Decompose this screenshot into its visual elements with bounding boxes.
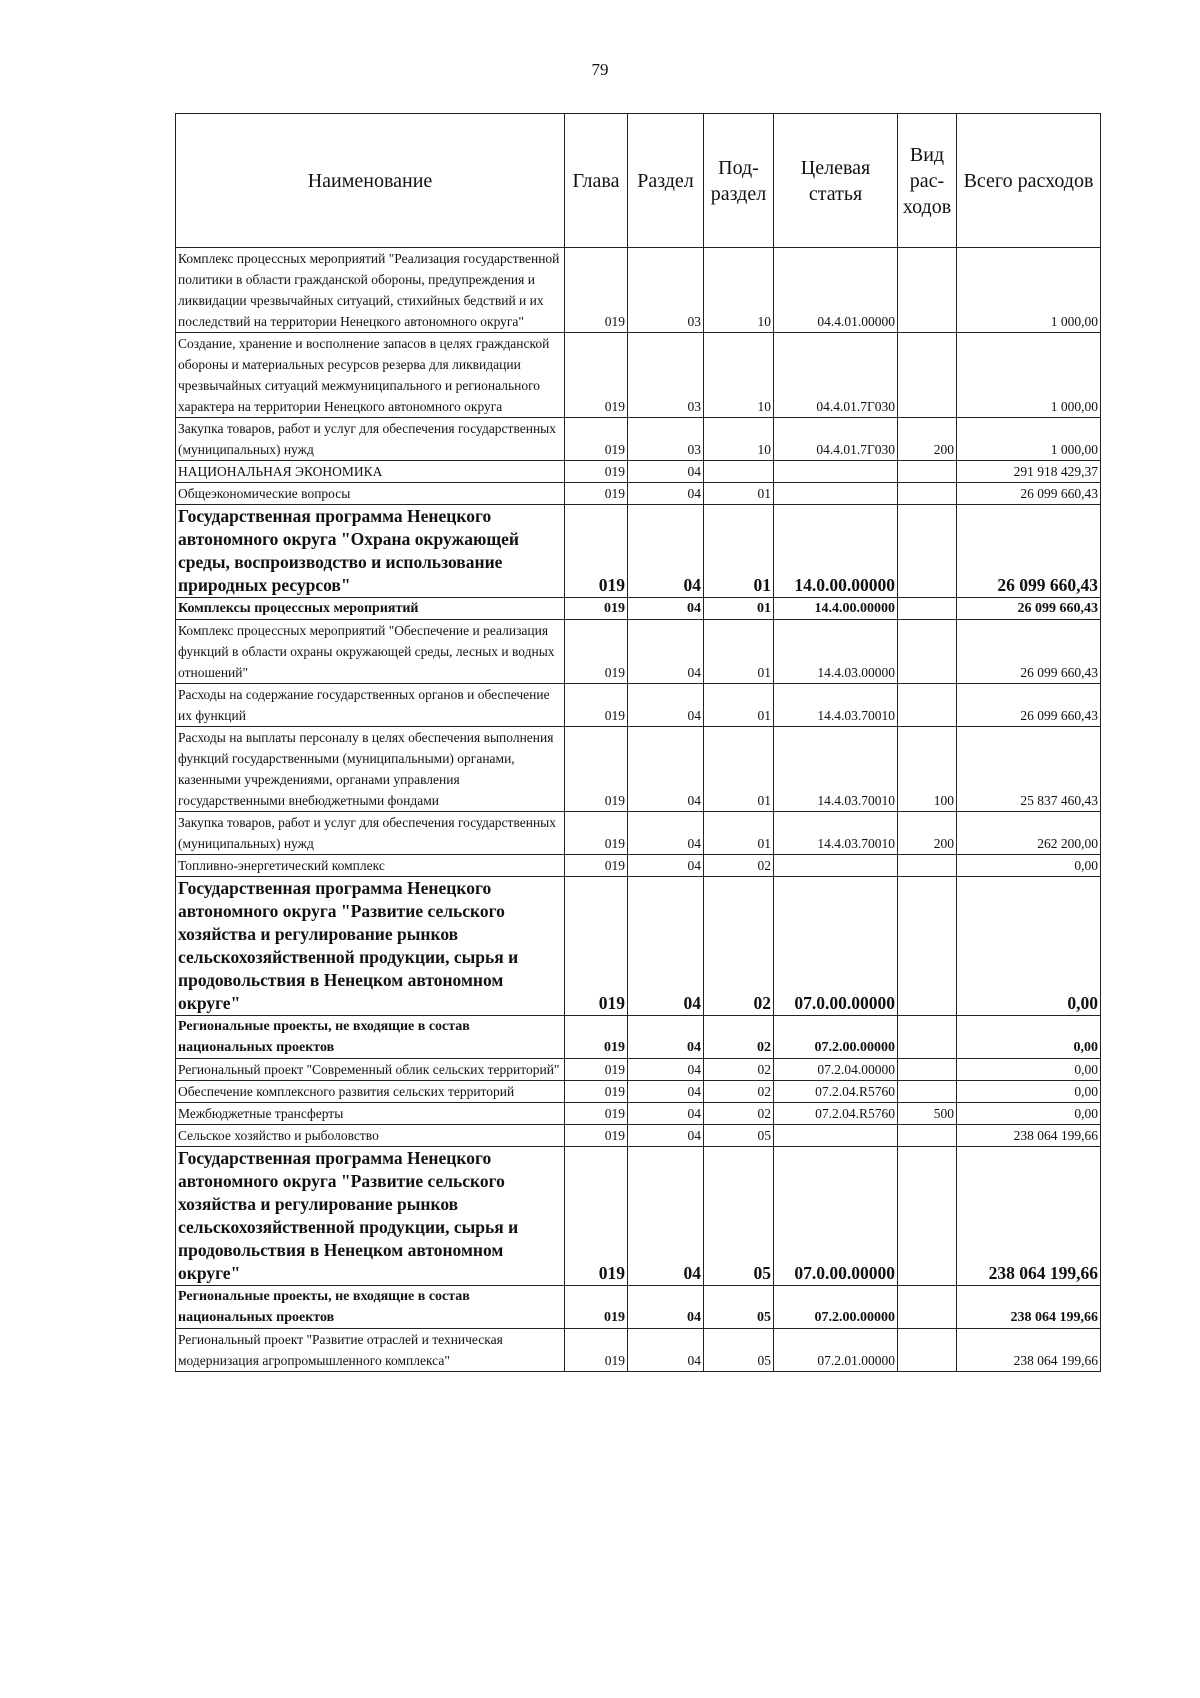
- cell-tselevaya-statya: 07.0.00.00000: [774, 1147, 898, 1286]
- table-row: [176, 1081, 1101, 1103]
- cell-name: Создание, хранение и восполнение запасов в целях гражданской обороны и материальных ресурсов резерва для ликвидации чрезвычайных ситуаций межмуниципального и регионального характера на территории Ненецкого автономного округа: [176, 333, 565, 418]
- cell-podrazdel: 10: [704, 418, 774, 461]
- cell-name: НАЦИОНАЛЬНАЯ ЭКОНОМИКА: [176, 461, 565, 483]
- cell-total: 238 064 199,66: [957, 1125, 1101, 1147]
- table-row: [176, 1286, 1101, 1329]
- cell-razdel: 04: [628, 727, 704, 812]
- cell-vid-raskhodov: [898, 598, 957, 620]
- cell-total: 26 099 660,43: [957, 684, 1101, 727]
- cell-glava: 019: [565, 877, 628, 1016]
- table-row: [176, 877, 1101, 1016]
- cell-podrazdel: 02: [704, 855, 774, 877]
- table-row: [176, 418, 1101, 461]
- cell-glava: 019: [565, 333, 628, 418]
- table-row: [176, 1016, 1101, 1059]
- cell-vid-raskhodov: [898, 855, 957, 877]
- cell-glava: 019: [565, 684, 628, 727]
- cell-glava: 019: [565, 1081, 628, 1103]
- cell-razdel: 04: [628, 505, 704, 598]
- cell-total: 25 837 460,43: [957, 727, 1101, 812]
- cell-vid-raskhodov: [898, 248, 957, 333]
- cell-razdel: 04: [628, 1125, 704, 1147]
- cell-razdel: 04: [628, 1059, 704, 1081]
- cell-podrazdel: 02: [704, 1059, 774, 1081]
- cell-name: Расходы на выплаты персоналу в целях обеспечения выполнения функций государственными (муниципальными) органами, казенными учреждениями, органами управления государственными внебюджетными фондами: [176, 727, 565, 812]
- cell-tselevaya-statya: [774, 1125, 898, 1147]
- cell-tselevaya-statya: 04.4.01.7Г030: [774, 333, 898, 418]
- cell-tselevaya-statya: 07.2.04.R5760: [774, 1103, 898, 1125]
- cell-podrazdel: 05: [704, 1125, 774, 1147]
- cell-tselevaya-statya: 07.2.00.00000: [774, 1016, 898, 1059]
- cell-vid-raskhodov: 200: [898, 418, 957, 461]
- cell-total: 238 064 199,66: [957, 1286, 1101, 1329]
- cell-vid-raskhodov: [898, 1147, 957, 1286]
- cell-tselevaya-statya: 07.2.04.00000: [774, 1059, 898, 1081]
- cell-total: 1 000,00: [957, 418, 1101, 461]
- cell-glava: 019: [565, 418, 628, 461]
- cell-podrazdel: [704, 461, 774, 483]
- cell-glava: 019: [565, 1016, 628, 1059]
- cell-total: 1 000,00: [957, 248, 1101, 333]
- table-header: [176, 114, 1101, 248]
- cell-podrazdel: 05: [704, 1329, 774, 1372]
- cell-tselevaya-statya: 07.2.00.00000: [774, 1286, 898, 1329]
- cell-total: 0,00: [957, 855, 1101, 877]
- cell-glava: 019: [565, 812, 628, 855]
- table-row: [176, 333, 1101, 418]
- table-row: [176, 483, 1101, 505]
- table-row: [176, 248, 1101, 333]
- cell-razdel: 04: [628, 1147, 704, 1286]
- cell-vid-raskhodov: [898, 620, 957, 684]
- cell-total: 1 000,00: [957, 333, 1101, 418]
- cell-name: Комплексы процессных мероприятий: [176, 598, 565, 620]
- cell-razdel: 04: [628, 598, 704, 620]
- cell-vid-raskhodov: [898, 877, 957, 1016]
- cell-total: 0,00: [957, 1081, 1101, 1103]
- cell-podrazdel: 01: [704, 505, 774, 598]
- cell-total: 0,00: [957, 1059, 1101, 1081]
- cell-podrazdel: 05: [704, 1286, 774, 1329]
- cell-vid-raskhodov: [898, 684, 957, 727]
- cell-tselevaya-statya: 14.4.03.70010: [774, 684, 898, 727]
- cell-name: Расходы на содержание государственных органов и обеспечение их функций: [176, 684, 565, 727]
- cell-glava: 019: [565, 1125, 628, 1147]
- cell-vid-raskhodov: [898, 1081, 957, 1103]
- table-row: [176, 1147, 1101, 1286]
- cell-podrazdel: 01: [704, 620, 774, 684]
- cell-razdel: 04: [628, 684, 704, 727]
- cell-tselevaya-statya: 07.2.04.R5760: [774, 1081, 898, 1103]
- cell-razdel: 04: [628, 483, 704, 505]
- cell-name: Государственная программа Ненецкого автономного округа "Развитие сельского хозяйства и регулирование рынков сельскохозяйственной продукции, сырья и продовольствия в Ненецком автономном округе": [176, 1147, 565, 1286]
- cell-name: Государственная программа Ненецкого автономного округа "Охрана окружающей среды, воспроизводство и использование природных ресурсов": [176, 505, 565, 598]
- cell-vid-raskhodov: [898, 1059, 957, 1081]
- cell-podrazdel: 02: [704, 1081, 774, 1103]
- cell-podrazdel: 01: [704, 483, 774, 505]
- cell-tselevaya-statya: 04.4.01.7Г030: [774, 418, 898, 461]
- cell-podrazdel: 02: [704, 1016, 774, 1059]
- cell-vid-raskhodov: [898, 1016, 957, 1059]
- table-row: [176, 812, 1101, 855]
- cell-vid-raskhodov: [898, 461, 957, 483]
- cell-glava: 019: [565, 1286, 628, 1329]
- cell-name: Обеспечение комплексного развития сельских территорий: [176, 1081, 565, 1103]
- header-podrazdel: Под-раздел: [704, 114, 774, 248]
- cell-glava: 019: [565, 461, 628, 483]
- header-vid-raskhodov: Вид рас-ходов: [898, 114, 957, 248]
- cell-podrazdel: 05: [704, 1147, 774, 1286]
- cell-name: Топливно-энергетический комплекс: [176, 855, 565, 877]
- cell-name: Общеэкономические вопросы: [176, 483, 565, 505]
- cell-tselevaya-statya: [774, 483, 898, 505]
- cell-vid-raskhodov: [898, 333, 957, 418]
- table-row: [176, 598, 1101, 620]
- cell-razdel: 04: [628, 1103, 704, 1125]
- cell-glava: 019: [565, 1147, 628, 1286]
- cell-tselevaya-statya: 07.2.01.00000: [774, 1329, 898, 1372]
- cell-podrazdel: 02: [704, 877, 774, 1016]
- cell-name: Межбюджетные трансферты: [176, 1103, 565, 1125]
- cell-podrazdel: 02: [704, 1103, 774, 1125]
- cell-name: Государственная программа Ненецкого автономного округа "Развитие сельского хозяйства и регулирование рынков сельскохозяйственной продукции, сырья и продовольствия в Ненецком автономном округе": [176, 877, 565, 1016]
- cell-name: Региональные проекты, не входящие в состав национальных проектов: [176, 1016, 565, 1059]
- cell-vid-raskhodov: [898, 1125, 957, 1147]
- cell-razdel: 04: [628, 1016, 704, 1059]
- budget-table: [175, 113, 1101, 1372]
- cell-glava: 019: [565, 727, 628, 812]
- table-row: [176, 461, 1101, 483]
- cell-name: Закупка товаров, работ и услуг для обеспечения государственных (муниципальных) нужд: [176, 418, 565, 461]
- cell-vid-raskhodov: [898, 1286, 957, 1329]
- cell-glava: 019: [565, 505, 628, 598]
- cell-razdel: 04: [628, 855, 704, 877]
- cell-glava: 019: [565, 1059, 628, 1081]
- header-name: Наименование: [176, 114, 565, 248]
- cell-total: 238 064 199,66: [957, 1147, 1101, 1286]
- table-row: [176, 684, 1101, 727]
- cell-razdel: 03: [628, 333, 704, 418]
- cell-tselevaya-statya: 14.4.03.70010: [774, 727, 898, 812]
- header-total: Всего расходов: [957, 114, 1101, 248]
- cell-tselevaya-statya: [774, 461, 898, 483]
- cell-glava: 019: [565, 483, 628, 505]
- cell-razdel: 04: [628, 461, 704, 483]
- cell-razdel: 04: [628, 877, 704, 1016]
- cell-total: 238 064 199,66: [957, 1329, 1101, 1372]
- cell-razdel: 03: [628, 418, 704, 461]
- cell-total: 0,00: [957, 1016, 1101, 1059]
- cell-vid-raskhodov: 500: [898, 1103, 957, 1125]
- cell-vid-raskhodov: [898, 505, 957, 598]
- header-glava: Глава: [565, 114, 628, 248]
- cell-total: 262 200,00: [957, 812, 1101, 855]
- cell-vid-raskhodov: 200: [898, 812, 957, 855]
- page-number: 79: [591, 60, 609, 79]
- cell-podrazdel: 01: [704, 812, 774, 855]
- table-row: [176, 727, 1101, 812]
- cell-total: 26 099 660,43: [957, 505, 1101, 598]
- cell-name: Региональный проект "Современный облик сельских территорий": [176, 1059, 565, 1081]
- cell-glava: 019: [565, 248, 628, 333]
- cell-total: 0,00: [957, 877, 1101, 1016]
- cell-total: 291 918 429,37: [957, 461, 1101, 483]
- cell-name: Комплекс процессных мероприятий "Реализация государственной политики в области гражданской обороны, предупреждения и ликвидации чрезвычайных ситуаций, стихийных бедствий и их последствий на территории Ненецкого автономного округа": [176, 248, 565, 333]
- cell-name: Комплекс процессных мероприятий "Обеспечение и реализация функций в области охраны окружающей среды, лесных и водных отношений": [176, 620, 565, 684]
- cell-glava: 019: [565, 620, 628, 684]
- header-tselevaya-statya: Целевая статья: [774, 114, 898, 248]
- cell-total: 26 099 660,43: [957, 620, 1101, 684]
- cell-glava: 019: [565, 598, 628, 620]
- cell-podrazdel: 01: [704, 727, 774, 812]
- cell-tselevaya-statya: 04.4.01.00000: [774, 248, 898, 333]
- cell-name: Закупка товаров, работ и услуг для обеспечения государственных (муниципальных) нужд: [176, 812, 565, 855]
- cell-razdel: 03: [628, 248, 704, 333]
- cell-name: Сельское хозяйство и рыболовство: [176, 1125, 565, 1147]
- cell-name: Региональный проект "Развитие отраслей и техническая модернизация агропромышленного комплекса": [176, 1329, 565, 1372]
- cell-total: 26 099 660,43: [957, 483, 1101, 505]
- table-row: [176, 1059, 1101, 1081]
- table-row: [176, 1329, 1101, 1372]
- table-row: [176, 505, 1101, 598]
- header-razdel: Раздел: [628, 114, 704, 248]
- cell-glava: 019: [565, 855, 628, 877]
- cell-tselevaya-statya: [774, 855, 898, 877]
- cell-tselevaya-statya: 07.0.00.00000: [774, 877, 898, 1016]
- cell-razdel: 04: [628, 1329, 704, 1372]
- cell-razdel: 04: [628, 620, 704, 684]
- table-row: [176, 855, 1101, 877]
- cell-total: 0,00: [957, 1103, 1101, 1125]
- cell-vid-raskhodov: [898, 1329, 957, 1372]
- cell-podrazdel: 01: [704, 684, 774, 727]
- cell-razdel: 04: [628, 1081, 704, 1103]
- cell-glava: 019: [565, 1103, 628, 1125]
- cell-tselevaya-statya: 14.4.00.00000: [774, 598, 898, 620]
- table-row: [176, 1125, 1101, 1147]
- cell-tselevaya-statya: 14.4.03.70010: [774, 812, 898, 855]
- cell-razdel: 04: [628, 1286, 704, 1329]
- table-row: [176, 1103, 1101, 1125]
- cell-glava: 019: [565, 1329, 628, 1372]
- table-row: [176, 620, 1101, 684]
- cell-podrazdel: 10: [704, 248, 774, 333]
- cell-tselevaya-statya: 14.4.03.00000: [774, 620, 898, 684]
- cell-podrazdel: 01: [704, 598, 774, 620]
- cell-tselevaya-statya: 14.0.00.00000: [774, 505, 898, 598]
- cell-razdel: 04: [628, 812, 704, 855]
- cell-vid-raskhodov: [898, 483, 957, 505]
- cell-total: 26 099 660,43: [957, 598, 1101, 620]
- cell-name: Региональные проекты, не входящие в состав национальных проектов: [176, 1286, 565, 1329]
- cell-vid-raskhodov: 100: [898, 727, 957, 812]
- cell-podrazdel: 10: [704, 333, 774, 418]
